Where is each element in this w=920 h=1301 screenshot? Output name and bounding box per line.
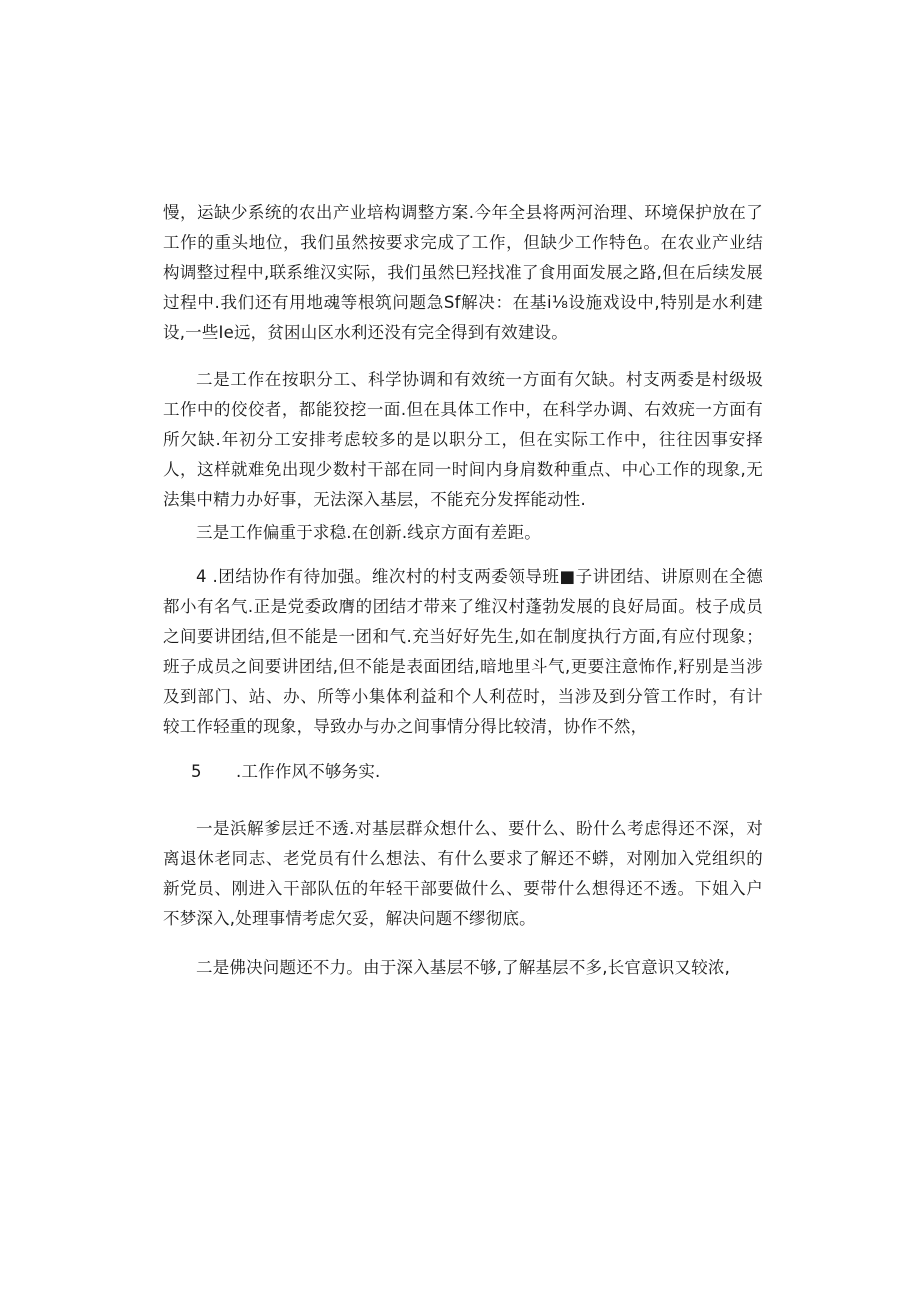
paragraph-grassroots-understanding: 一是浜解爹层迁不透.对基层群众想什么、要什么、盼什么考虑得还不深，对离退休老同志、老党员有什么想法、有什么要求了解还不蟒，对刚加入党组织的新党员、刚进入干部队伍的年轻干部要做什么、要带什么想得还不透。下姐入户不梦深入,处理事情考虑欠妥，解决问题不缪彻底。 xyxy=(163,819,763,928)
paragraph-unity-cooperation: 4 .团结协作有待加强。维次村的村支两委领导班■子讲团结、讲原则在全德都小有名气.正是党委政膺的团结才带来了维汉村蓬勃发展的良好局面。枝子成员之间要讲团结,但不能是一团和气.充当好好先生,如在制度执行方面,有应付现象；班子成员之间要讲团结,但不能是表面团结,暗地里斗气,更要注意怖作,籽别是当涉及到部门、站、办、所等小集体利益和个人利莅时，当涉及到分管工作时，有计较工作轻重的现象，导致办与办之间事情分得比较清，协作不然， xyxy=(163,567,763,736)
item-heading-text: .工作作风不够务实. xyxy=(236,762,381,781)
paragraph-agriculture-restructuring: 慢，运缺少系统的农出产业培构调整方案.今年全县将两河治理、环境保护放在了工作的重头地位，我们虽然按要求完成了工作，但缺少工作特色。在农业产业结构调整过程中,联系维汉实际，我们虽然巳羟找准了食用面发展之路,但在后续发展过程中.我们还有用地魂等根筑问题急Sf解决：在基i⅛设施戏设中,特别是水利建设,一些Ie远，贫困山区水利还没有完全得到有效建设。 xyxy=(163,203,763,342)
numbered-heading-work-style xyxy=(191,757,791,787)
paragraph-problem-solving: 二是佛决问题还不力。由于深入基层不够,了解基层不多,长官意识又较浓, xyxy=(196,958,731,977)
paragraph-division-of-labor: 二是工作在按职分工、科学协调和有效统一方面有欠缺。村支两委是村级圾工作中的佼佼者，都能狡挖一面.但在具体工作中，在科学办调、右效疣一方面有所欠缺.年初分工安排考虑较多的是以职分工，但在实际工作中，往往因事安择人，这样就难免出现少数村干部在同一时间内身肩数种重点、中心工作的现象,无法集中精力办好事，无法深入基层，不能充分发挥能动性. xyxy=(163,370,763,509)
paragraph-innovation-gap: 三是工作偏重于求稳.在创新.线京方面有差距。 xyxy=(196,523,541,542)
item-number: 5 xyxy=(191,762,202,781)
